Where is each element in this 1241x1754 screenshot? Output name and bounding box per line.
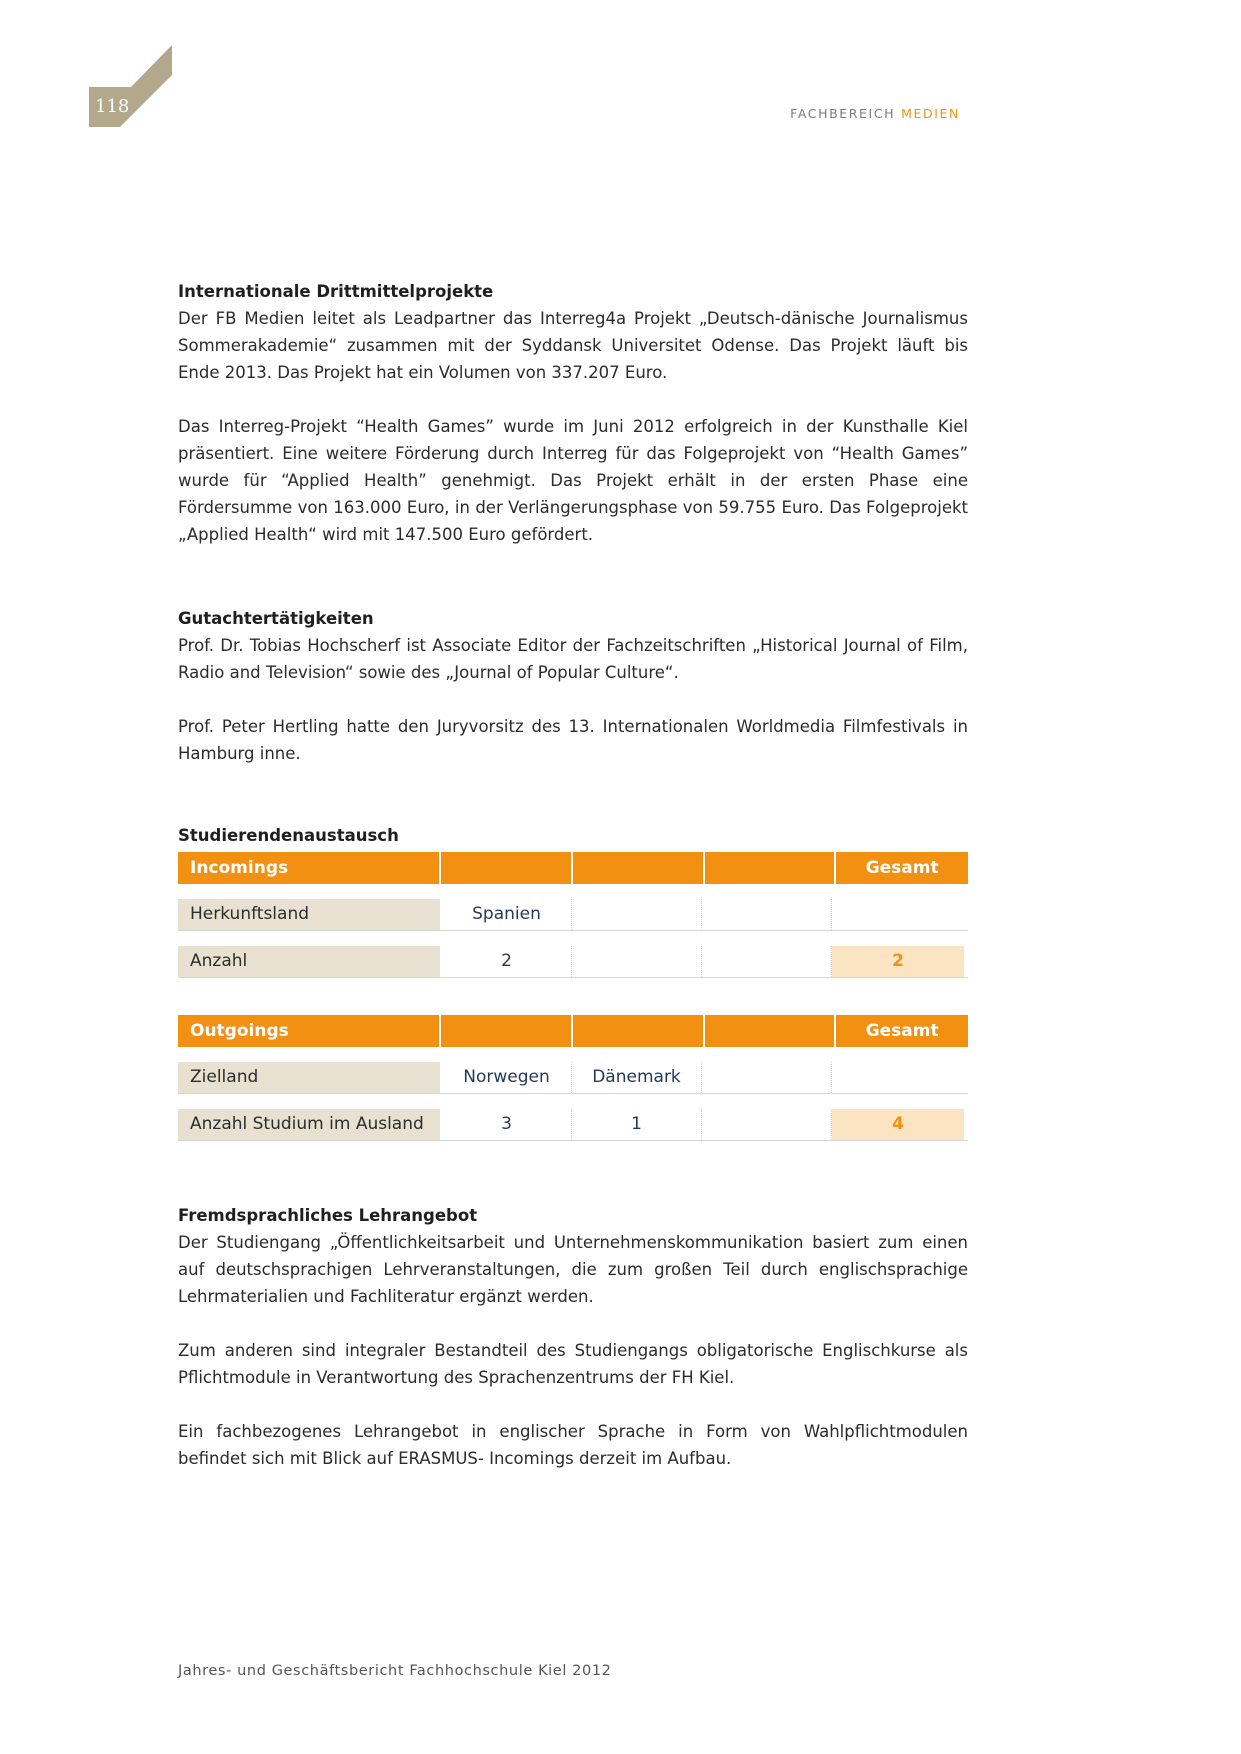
table-cell: 3 (442, 1109, 572, 1140)
section-fremdsprache (178, 1202, 968, 1472)
table-cell-total: 2 (832, 946, 964, 977)
section-austausch (178, 822, 968, 849)
running-head (790, 106, 960, 121)
table-header-row (178, 852, 968, 884)
header-cell-outgoings: Outgoings (178, 1015, 439, 1047)
table-cell: 1 (572, 1109, 702, 1140)
paragraph: Das Interreg-Projekt “Health Games” wurde im Juni 2012 erfolgreich in der Kunsthalle Kiel präsentiert. Eine weitere Förderung durch Interreg für das Folgeprojekt von “Health Games” wurde für “Applied Health” genehmigt. Das Projekt erhält in der ersten Phase eine Fördersumme von 163.000 Euro, in der Verlängerungsphase von 59.755 Euro. Das Folgeprojekt „Applied Health“ wird mit 147.500 Euro gefördert. (178, 417, 968, 544)
header-cell (573, 1015, 703, 1047)
table-cell: Spanien (442, 899, 572, 930)
paragraph: Der FB Medien leitet als Leadpartner das Interreg4a Projekt „Deutsch-dänische Journalismus Sommerakademie“ zusammen mit der Syddansk Universitet Odense. Das Projekt läuft bis Ende 2013. Das Projekt hat ein Volumen von 337.207 Euro. (178, 309, 968, 382)
table-row (178, 899, 968, 931)
section-drittmittel (178, 278, 968, 548)
table-cell: 2 (442, 946, 572, 977)
table-cell (572, 899, 702, 930)
table-header-row (178, 1015, 968, 1047)
running-head-accent: MEDIEN (901, 106, 960, 121)
table-cell: Norwegen (442, 1062, 572, 1093)
table-row (178, 946, 968, 978)
header-cell-gesamt: Gesamt (836, 852, 968, 884)
header-cell (705, 852, 835, 884)
running-head-prefix: FACHBEREICH (790, 106, 896, 121)
paragraph: Zum anderen sind integraler Bestandteil des Studiengangs obligatorische Englischkurse als Pflichtmodule in Verantwortung des Sprachenzentrums der FH Kiel. (178, 1341, 968, 1387)
table-cell (702, 946, 832, 977)
row-label: Zielland (178, 1062, 440, 1093)
table-cell-total (832, 1062, 964, 1093)
heading-drittmittel: Internationale Drittmittelprojekte (178, 282, 494, 301)
row-label: Anzahl (178, 946, 440, 977)
row-label: Herkunftsland (178, 899, 440, 930)
table-cell-total (832, 899, 964, 930)
header-cell (705, 1015, 835, 1047)
table-cell (702, 1062, 832, 1093)
table-cell (702, 899, 832, 930)
header-cell (441, 1015, 571, 1047)
header-cell-gesamt: Gesamt (836, 1015, 968, 1047)
table-cell: Dänemark (572, 1062, 702, 1093)
heading-fremdsprache: Fremdsprachliches Lehrangebot (178, 1206, 478, 1225)
paragraph: Ein fachbezogenes Lehrangebot in englischer Sprache in Form von Wahlpflichtmodulen befindet sich mit Blick auf ERASMUS- Incomings derzeit im Aufbau. (178, 1422, 968, 1468)
paragraph: Prof. Peter Hertling hatte den Juryvorsitz des 13. Internationalen Worldmedia Filmfestivals in Hamburg inne. (178, 717, 968, 763)
table-row (178, 1062, 968, 1094)
paragraph: Der Studiengang „Öffentlichkeitsarbeit und Unternehmenskommunikation basiert zum einen auf deutschsprachigen Lehrveranstaltungen, die zum großen Teil durch englischsprachige Lehrmaterialien und Fachliteratur ergänzt werden. (178, 1233, 968, 1306)
heading-austausch: Studierendenaustausch (178, 826, 399, 845)
header-cell-incomings: Incomings (178, 852, 439, 884)
heading-gutachter: Gutachtertätigkeiten (178, 609, 374, 628)
section-gutachter (178, 605, 968, 767)
table-cell (702, 1109, 832, 1140)
header-cell (441, 852, 571, 884)
header-cell (573, 852, 703, 884)
table-row (178, 1109, 968, 1141)
table-cell-total: 4 (832, 1109, 964, 1140)
paragraph: Prof. Dr. Tobias Hochscherf ist Associate Editor der Fachzeitschriften „Historical Journal of Film, Radio and Television“ sowie des „Journal of Popular Culture“. (178, 636, 968, 682)
table-cell (572, 946, 702, 977)
row-label: Anzahl Studium im Ausland (178, 1109, 440, 1140)
page-number: 118 (95, 96, 130, 117)
footer-text: Jahres- und Geschäftsbericht Fachhochschule Kiel 2012 (178, 1663, 612, 1679)
